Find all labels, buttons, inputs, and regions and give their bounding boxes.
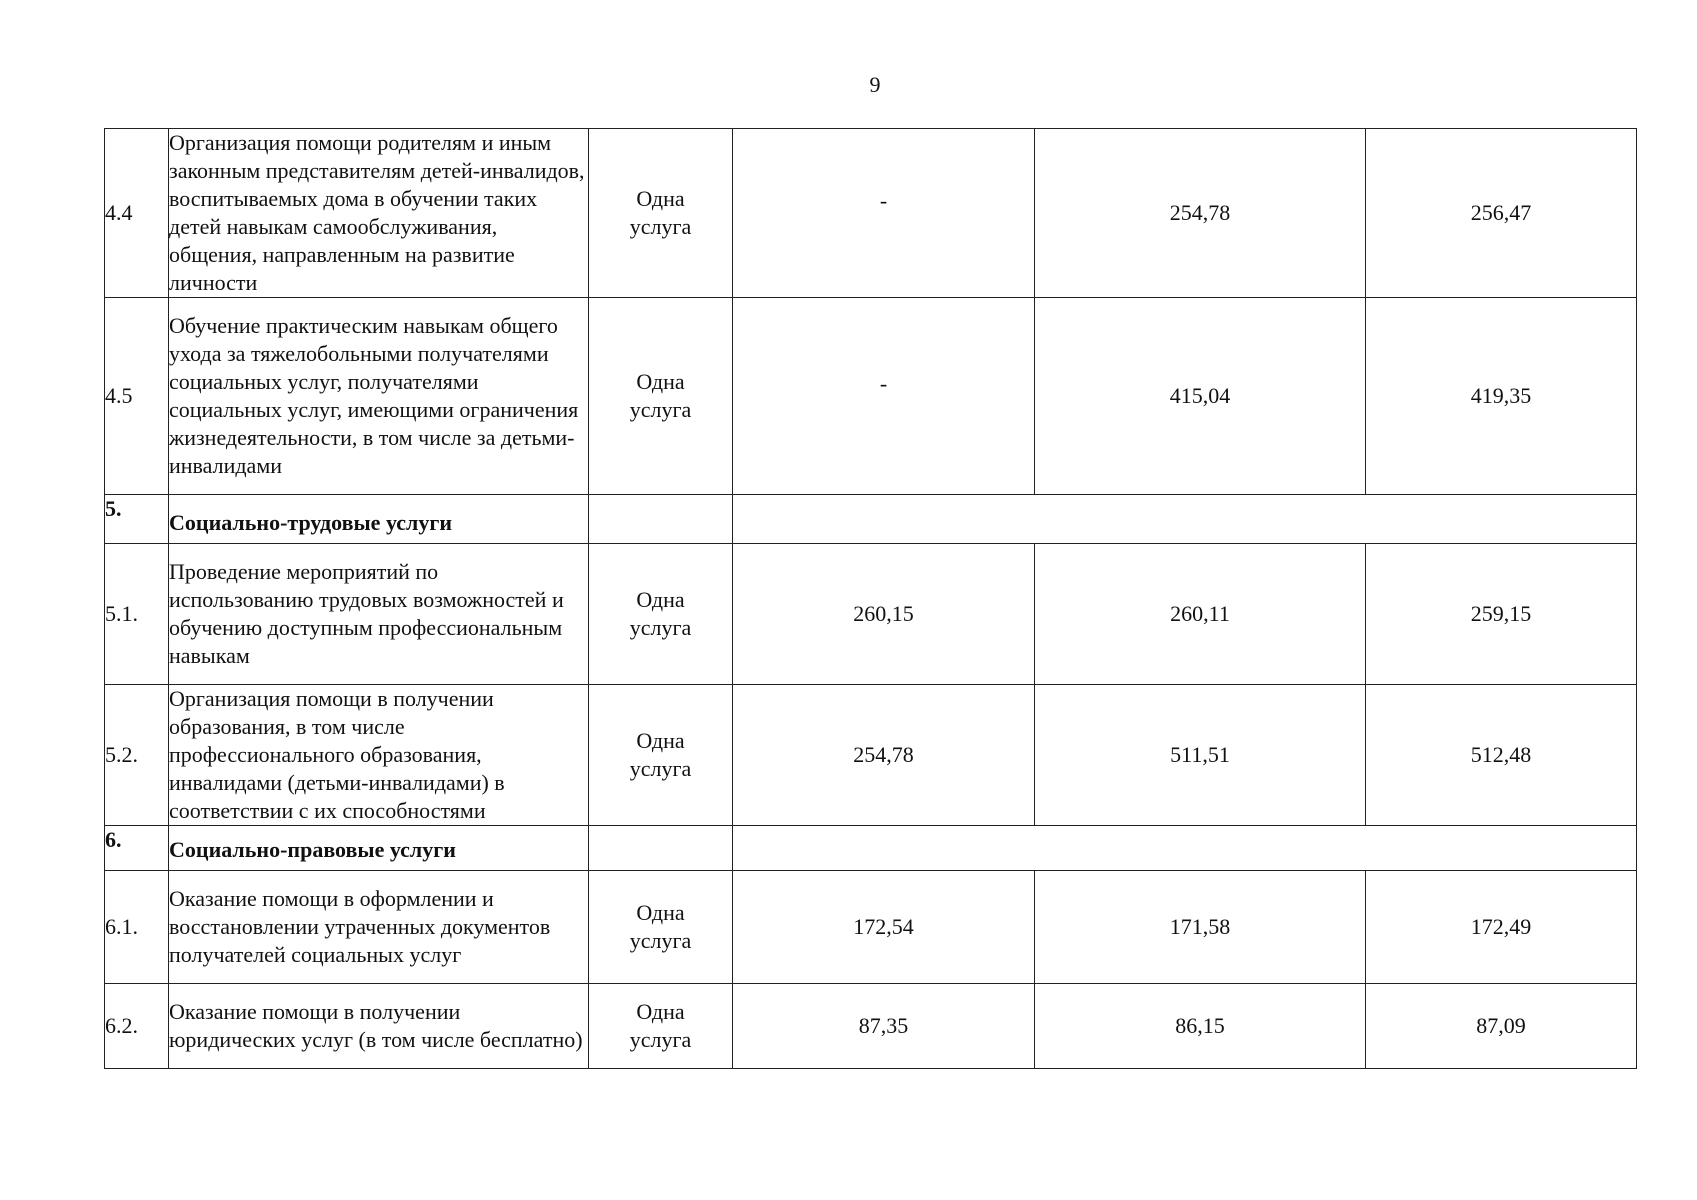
table-row <box>105 984 1637 1069</box>
value-cell-2: 254,78 <box>1035 129 1366 298</box>
empty-cell <box>733 826 1637 871</box>
services-tariff-table <box>104 128 1637 1069</box>
value-cell-3: 256,47 <box>1366 129 1637 298</box>
service-name: Оказание помощи в получении юридических услуг (в том числе бесплатно) <box>169 984 589 1069</box>
value-cell-2: 171,58 <box>1035 871 1366 984</box>
table-row <box>105 544 1637 685</box>
unit-cell: Одна услуга <box>589 544 733 685</box>
value-cell-1 <box>733 129 1035 298</box>
service-name: Проведение мероприятий по использованию трудовых возможностей и обучению доступным профессиональным навыкам <box>169 544 589 685</box>
section-number: 6. <box>105 826 169 871</box>
table-row <box>105 129 1637 298</box>
unit-cell: Одна услуга <box>589 984 733 1069</box>
value-cell-1: 172,54 <box>733 871 1035 984</box>
unit-cell: Одна услуга <box>589 871 733 984</box>
value-1: - <box>879 188 888 213</box>
value-cell-1: 260,15 <box>733 544 1035 685</box>
service-name: Оказание помощи в оформлении и восстановлении утраченных документов получателей социальных услуг <box>169 871 589 984</box>
row-number: 6.2. <box>105 984 169 1069</box>
value-cell-3: 259,15 <box>1366 544 1637 685</box>
section-row <box>105 495 1637 544</box>
unit-cell: Одна услуга <box>589 129 733 298</box>
service-name: Обучение практическим навыкам общего ухода за тяжелобольными получателями социальных услуг, получателями социальных услуг, имеющими ограничения жизнедеятельности, в том числе за детьми-инвалидами <box>169 298 589 495</box>
value-cell-2: 260,11 <box>1035 544 1366 685</box>
page-number: 9 <box>869 72 881 97</box>
table-row <box>105 685 1637 826</box>
empty-cell <box>589 826 733 871</box>
row-number: 5.1. <box>105 544 169 685</box>
unit-cell: Одна услуга <box>589 685 733 826</box>
value-cell-3: 512,48 <box>1366 685 1637 826</box>
section-row <box>105 826 1637 871</box>
value-cell-1: 87,35 <box>733 984 1035 1069</box>
value-cell-2: 415,04 <box>1035 298 1366 495</box>
table-row <box>105 298 1637 495</box>
empty-cell <box>589 495 733 544</box>
value-cell-2: 86,15 <box>1035 984 1366 1069</box>
row-number: 6.1. <box>105 871 169 984</box>
service-name: Организация помощи родителям и иным законным представителям детей-инвалидов, воспитываемых дома в обучении таких детей навыкам самообслуживания, общения, направленным на развитие личности <box>169 129 589 298</box>
table-row <box>105 871 1637 984</box>
value-1: - <box>879 371 888 396</box>
section-number: 5. <box>105 495 169 544</box>
empty-cell <box>733 495 1637 544</box>
service-name: Организация помощи в получении образования, в том числе профессионального образования, инвалидами (детьми-инвалидами) в соответствии с их способностями <box>169 685 589 826</box>
row-number: 4.5 <box>105 298 169 495</box>
value-cell-1 <box>733 298 1035 495</box>
row-number: 5.2. <box>105 685 169 826</box>
value-cell-3: 172,49 <box>1366 871 1637 984</box>
value-cell-2: 511,51 <box>1035 685 1366 826</box>
value-cell-3: 87,09 <box>1366 984 1637 1069</box>
unit-cell: Одна услуга <box>589 298 733 495</box>
row-number: 4.4 <box>105 129 169 298</box>
section-title: Социально-трудовые услуги <box>169 495 589 544</box>
value-cell-1: 254,78 <box>733 685 1035 826</box>
section-title: Социально-правовые услуги <box>169 826 589 871</box>
value-cell-3: 419,35 <box>1366 298 1637 495</box>
